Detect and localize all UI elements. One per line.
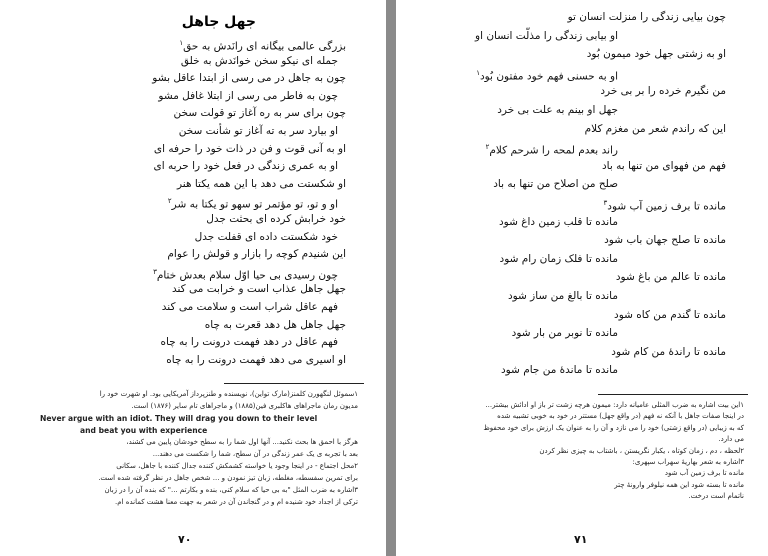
- verse-text: مانده تا نوبر من بار شود: [511, 327, 618, 340]
- footnote-line: ۲محل اجتماع - در اینجا وجود یا خواسته کشمکش کننده جدال کننده با جاهل، سکانی: [116, 462, 358, 470]
- verse-text: صلح من اصلاح من تنها به باد: [493, 178, 618, 191]
- verse-line: [614, 308, 726, 322]
- verse-line: [611, 345, 726, 359]
- verse-text: چون رسیدی بی حیا اوّل سلام بعدش ختام: [156, 269, 338, 282]
- verse-line: [179, 124, 338, 138]
- verse-text: خود خرابش کرده ای بحثت جدل: [206, 213, 346, 225]
- verse-line: [616, 270, 726, 284]
- verse-text: بزرگی عالمی بیگانه ای رانَدش به حق: [183, 40, 346, 53]
- verse-text: فهم من فهوای من تنها به باد: [601, 159, 726, 172]
- verse-text: مانده تا گندم من کاه شود: [614, 308, 726, 321]
- footnote-divider: [598, 394, 748, 395]
- verse-line: [168, 194, 338, 212]
- verse-text: او اسیری می دهد فهمت درونت را به چاه: [166, 353, 346, 366]
- footnote-line: ۱سموئل لنگهورن کلمنز(مارک تواین)، نویسنده و طنزپرداز آمریکایی بود. او شهرت خود را: [99, 390, 358, 398]
- verse-line: [174, 106, 346, 120]
- verse-line: [497, 103, 618, 117]
- verse-line: [475, 29, 618, 43]
- footnote-marker: ۳: [153, 267, 157, 276]
- verse-text: راند بعدم لمحه را شرحم کلام: [489, 144, 618, 157]
- footnote-marker: ۲: [167, 197, 172, 206]
- verse-text: او به حسنی فهم خود مفتون بُود: [479, 70, 618, 83]
- verse-line: [512, 326, 618, 340]
- verse-text: فهم عاقل شراب است و سلامت می کند: [161, 301, 338, 313]
- footnote-line: مدیون رمان ماجراهای هاکلبری فین(۱۸۸۵) و ماجراهای تام سایر (۱۸۷۶) است.: [131, 402, 358, 410]
- verse-text: او به زشتی جهل خود میمون بُود: [586, 48, 726, 61]
- verse-text: او به عمری زندگی در فعل خود را حربه ای: [153, 160, 338, 173]
- verse-line: [602, 159, 726, 173]
- verse-text: این شنیدم کوچه را بازار و قولش را عوام: [167, 248, 346, 261]
- footnote-english-quote: Never argue with an idiot. They will drag you down to their level: [40, 414, 318, 423]
- poem-title: جهل جاهل: [181, 14, 256, 30]
- verse-line: [604, 196, 727, 214]
- verse-line: [166, 353, 346, 367]
- verse-line: [499, 215, 618, 229]
- footnote-marker: ۱: [476, 68, 480, 77]
- verse-text: مانده تا برف زمین آب شود: [607, 200, 726, 213]
- verse-text: من نگیرم خرده را بر بی خرد: [600, 85, 726, 98]
- footnote-marker: ۱: [179, 39, 184, 47]
- footnote-line: ناتمام است درخت.: [688, 492, 744, 501]
- verse-text: مانده تا راندۀ من کام شود: [611, 345, 726, 358]
- footnote-line: مانده تا برف زمین آب شود: [664, 469, 744, 478]
- verse-line: [476, 66, 618, 84]
- verse-text: مانده تا بالغ من ساز شود: [507, 290, 618, 302]
- book-gutter: [386, 0, 396, 556]
- verse-line: [587, 47, 726, 61]
- footnote-english-quote: and beat you with experience: [80, 426, 208, 435]
- footnote-line: هرگز با احمق ها بحث نکنید... آنها اول شما را به سطح خودشان پایین می کشند،: [126, 438, 358, 446]
- verse-line: [154, 142, 346, 156]
- verse-text: مانده تا صلح جهان باب شود: [604, 234, 726, 247]
- verse-line: [501, 363, 618, 377]
- verse-line: [161, 335, 338, 349]
- verse-text: مانده تا عالم من باغ شود: [615, 271, 726, 284]
- verse-text: او بیابی زندگی را مذلّت انسان او: [475, 29, 618, 42]
- verse-text: چون به فاطر می رسی از ابتلا غافل مشو: [158, 89, 338, 102]
- verse-line: [153, 265, 338, 283]
- verse-line: [167, 247, 346, 261]
- footnote-line: که به زیبایی (در واقع زشتی) خود را می نازد و آن را به عنوان یک ارزش برای خود محفوظ: [483, 423, 744, 432]
- verse-text: او و تو، تو مؤتمر تو سهو تو یکتا به شر: [171, 198, 338, 211]
- verse-text: او به آنی قوت و فن در ذات خود را حرفه ای: [153, 142, 346, 155]
- right-page: [396, 0, 768, 556]
- verse-line: [500, 252, 618, 266]
- footnote-line: مانده تا بسته شود این همه نیلوفر وارونۀ چتر: [614, 480, 744, 489]
- verse-line: [179, 36, 346, 54]
- verse-line: [172, 282, 346, 296]
- verse-text: فهم عاقل در دهد فهمت درونت را به چاه: [160, 336, 338, 349]
- verse-line: [206, 212, 346, 226]
- verse-text: او بیارد سر به ته آغاز تو شأنت سخن: [178, 125, 338, 137]
- verse-line: [162, 300, 338, 314]
- verse-text: مانده تا قلب زمین داغ شود: [499, 215, 618, 228]
- footnote-line: برای تمرین سفسطه، مغلطه، زبان تیز نمودن و ... شخص جاهل در نظر گرفته شده است.: [98, 474, 358, 482]
- verse-line: [493, 177, 618, 191]
- verse-text: جهل جاهل هل دهد قعرت به چاه: [204, 318, 346, 331]
- footnote-line: در اینجا صفات جاهل با آنکه نه فهم (در واقع جهل) مستتر در خود به خوبی تشبیه شده: [497, 412, 744, 421]
- verse-line: [177, 177, 346, 191]
- footnote-line: ۳اشاره به ضرب المثل "به بی حیا که سلام کنی، بنده و بکارتم ..." که بنده آن را در زبان: [104, 486, 358, 494]
- verse-line: [486, 140, 618, 158]
- footnote-divider: [224, 383, 364, 384]
- verse-text: چون برای سر به ره آغاز تو قولت سخن: [173, 107, 346, 120]
- footnote-marker: ۳: [603, 199, 608, 207]
- verse-line: [508, 289, 618, 303]
- verse-line: [568, 10, 726, 24]
- verse-text: چون بیایی زندگی را منزلت انسان تو: [567, 11, 726, 23]
- footnote-line: می دارد.: [718, 435, 744, 444]
- verse-text: او شکستت می دهد با این همه یکتا هنر: [176, 177, 346, 190]
- footnote-line: ۳اشاره به شعر بهاریۀ سهراب سپهری:: [632, 458, 744, 466]
- verse-text: جمله ای نیکو سخن خوانَدش به خلق: [180, 54, 338, 67]
- page-number: ۷۰: [178, 533, 192, 546]
- verse-text: این که راندم شعر من مغزم کلام: [584, 122, 726, 135]
- verse-line: [153, 159, 338, 173]
- verse-text: جهل او بینم به علت بی خرد: [497, 104, 618, 116]
- verse-text: جهل جاهل عذاب است و خرابت می کند: [172, 283, 346, 296]
- verse-line: [181, 54, 338, 68]
- footnote-line: ۲لحظه ، دم ، زمان کوتاه ، یکبار نگریستن ، باشتاب به چیزی نظر کردن: [539, 446, 744, 455]
- verse-text: خود شکستت داده ای قفلت جدل: [194, 230, 338, 243]
- page-number: ۷۱: [574, 533, 588, 546]
- footnote-line: بعد با تجربه ی یک عمر زندگی در آن سطح، شما را شکست می دهند...: [152, 450, 358, 458]
- verse-line: [158, 89, 338, 103]
- verse-text: چون به جاهل در می رسی از ابتدا عاقل بشو: [152, 72, 346, 85]
- verse-line: [195, 230, 338, 244]
- verse-line: [585, 122, 726, 136]
- footnote-marker: ۲: [485, 143, 490, 152]
- verse-line: [604, 233, 726, 247]
- verse-text: مانده تا فلک زمان رام شود: [499, 252, 618, 265]
- verse-line: [205, 318, 346, 332]
- verse-line: [152, 71, 346, 85]
- footnote-line: ۱این بیت اشاره به ضرب المثلی عامیانه دارد: میمون هرچه زشت تر باز او ادائش بیشتر...: [485, 401, 744, 409]
- verse-line: [600, 84, 726, 98]
- footnote-line: ترکی از اجداد خود شنیده ام و در گنجاندن آن در شعر به جهت معنا هشت کمانده ام.: [115, 498, 358, 506]
- verse-text: مانده تا ماندۀ من جام شود: [500, 364, 618, 377]
